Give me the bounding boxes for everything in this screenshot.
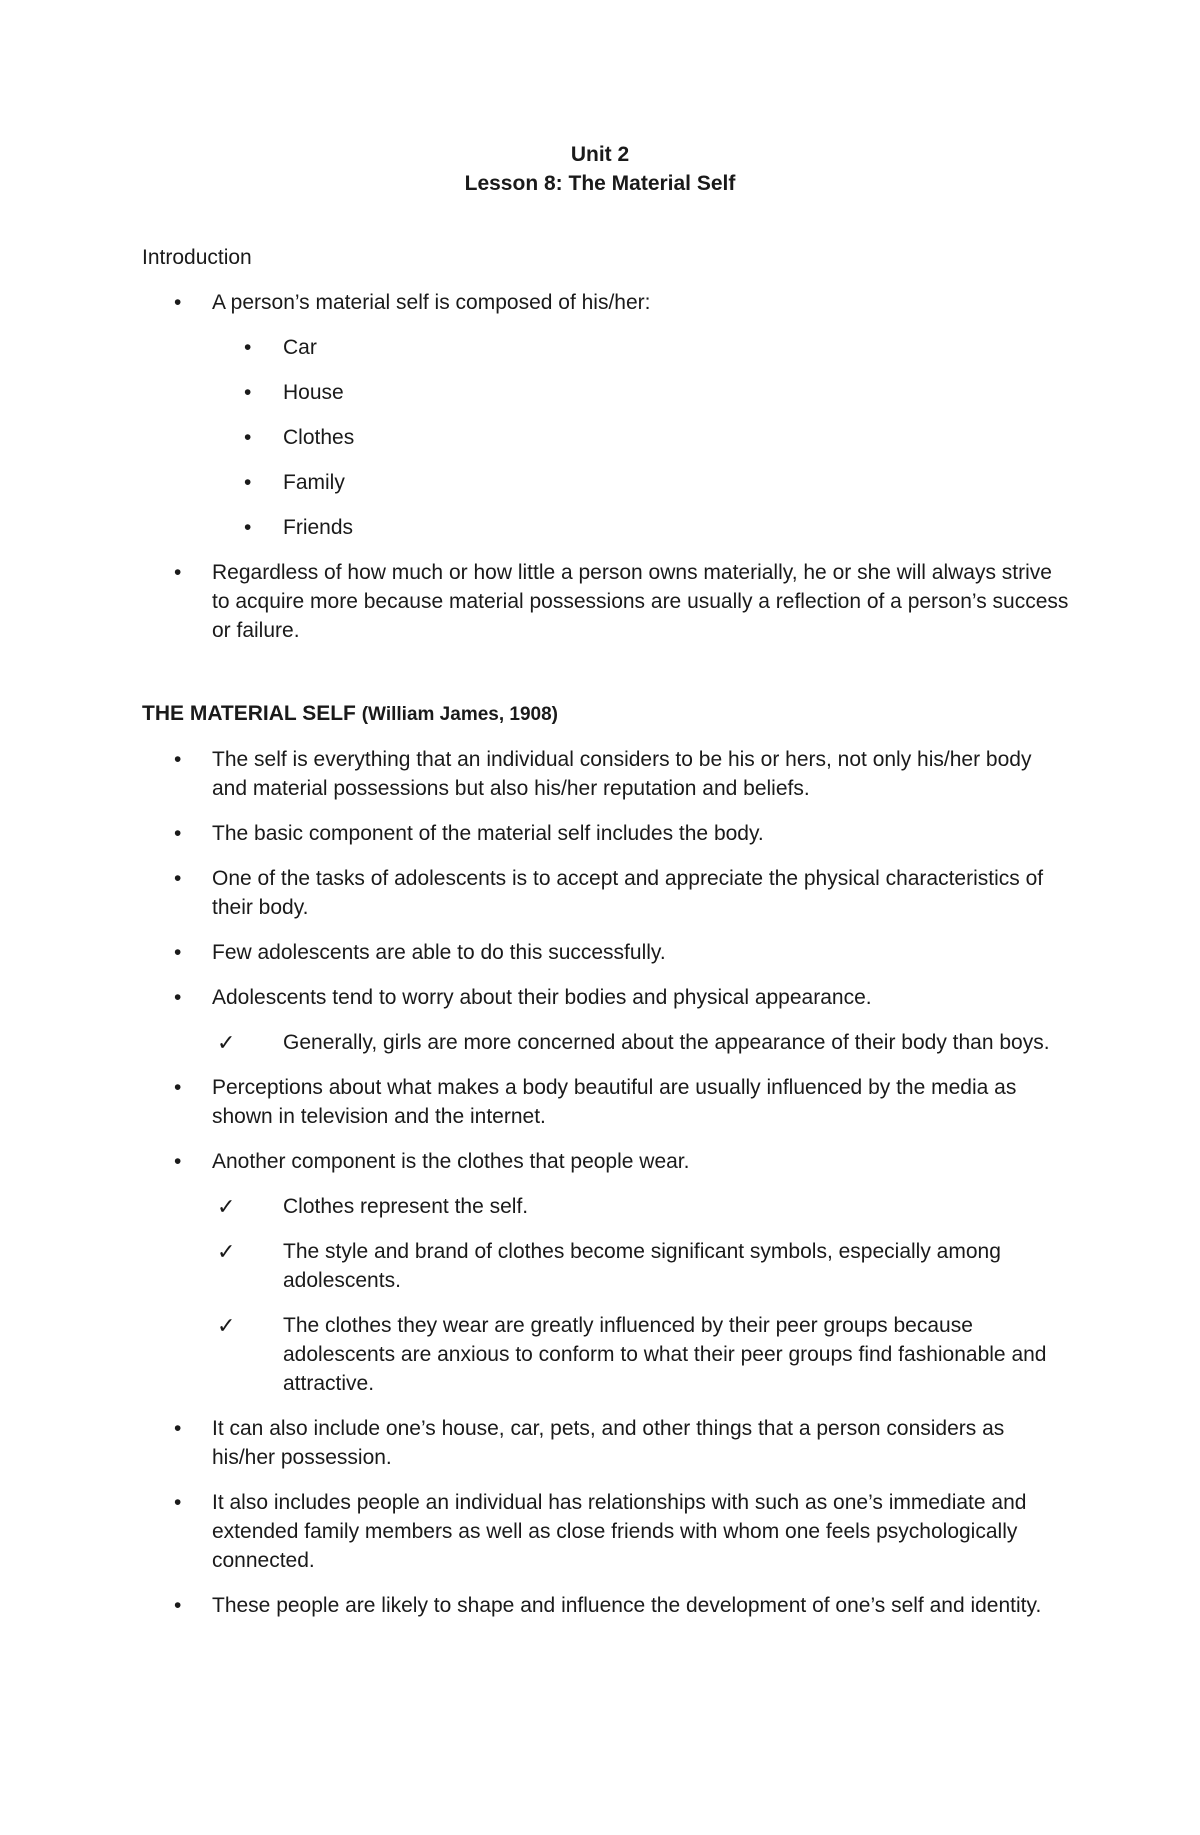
list-item [142, 558, 1072, 645]
list-item-text: These people are likely to shape and influence the development of one’s self and identity. [212, 1594, 1042, 1617]
list-item [142, 864, 1072, 922]
section-heading [142, 699, 1072, 729]
intro-heading: Introduction [142, 246, 252, 269]
sub-list-item [212, 378, 1072, 407]
checkmark-icon: ✓ [217, 1030, 236, 1055]
intro-list [142, 288, 1072, 645]
bullet-icon: • [174, 941, 182, 964]
bullet-icon: • [244, 426, 252, 449]
sub-list-item [212, 468, 1072, 497]
list-item-text: Regardless of how much or how little a person owns materially, he or she will always strive to acquire more because material possessions are usually a reflection of a person’s success or failure. [212, 561, 1069, 642]
bullet-icon: • [174, 748, 182, 771]
list-item-text: House [283, 381, 344, 404]
sub-list-item [212, 333, 1072, 362]
section-citation: (William James, 1908) [361, 704, 558, 725]
sub-list-item [212, 1192, 1072, 1221]
list-item-text: The basic component of the material self includes the body. [212, 822, 764, 845]
list-item [142, 1147, 1072, 1176]
list-item-text: Generally, girls are more concerned about the appearance of their body than boys. [283, 1031, 1050, 1054]
section-list [142, 745, 1072, 1620]
sub-list-item [212, 1237, 1072, 1295]
list-item-text: Adolescents tend to worry about their bodies and physical appearance. [212, 986, 872, 1009]
bullet-icon: • [174, 1076, 182, 1099]
sub-list-item [212, 423, 1072, 452]
checkmark-icon: ✓ [217, 1313, 236, 1338]
bullet-icon: • [174, 986, 182, 1009]
list-item-text: Clothes represent the self. [283, 1195, 529, 1218]
list-item-text: A person’s material self is composed of his/her: [212, 291, 651, 314]
bullet-icon: • [244, 381, 252, 404]
list-item-text: Car [283, 336, 317, 359]
bullet-icon: • [244, 516, 252, 539]
bullet-icon: • [174, 822, 182, 845]
list-item [142, 288, 1072, 317]
list-item [142, 938, 1072, 967]
bullet-icon: • [174, 1491, 182, 1514]
list-item-text: Another component is the clothes that people wear. [212, 1150, 690, 1173]
list-item-text: The self is everything that an individual considers to be his or hers, not only his/her body and material possessions but also his/her reputation and beliefs. [212, 748, 1032, 800]
list-item [142, 819, 1072, 848]
bullet-icon: • [174, 867, 182, 890]
list-item-text: Family [283, 471, 345, 494]
sub-list-item [212, 1311, 1072, 1398]
unit-title: Unit 2 [570, 143, 630, 166]
list-item-text: It can also include one’s house, car, pets, and other things that a person considers as his/her possession. [212, 1417, 1005, 1469]
list-item [142, 1488, 1072, 1575]
checkmark-icon: ✓ [217, 1239, 236, 1264]
document-body [142, 243, 1072, 1636]
list-item-text: It also includes people an individual has relationships with such as one’s immediate and extended family members as well as close friends with whom one feels psychologically connected. [212, 1491, 1027, 1572]
sub-list-item [212, 513, 1072, 542]
bullet-icon: • [244, 336, 252, 359]
list-item [142, 1591, 1072, 1620]
bullet-icon: • [244, 471, 252, 494]
list-item-text: Friends [283, 516, 354, 539]
list-item [142, 1414, 1072, 1472]
checkmark-icon: ✓ [217, 1194, 236, 1219]
bullet-icon: • [174, 1150, 182, 1173]
list-item [142, 745, 1072, 803]
list-item-text: Few adolescents are able to do this successfully. [212, 941, 666, 964]
list-item [142, 983, 1072, 1012]
list-item-text: Clothes [283, 426, 355, 449]
list-item-text: Perceptions about what makes a body beautiful are usually influenced by the media as shown in television and the internet. [212, 1076, 1017, 1128]
list-item-text: The clothes they wear are greatly influenced by their peer groups because adolescents are anxious to conform to what their peer groups find fashionable and attractive. [283, 1314, 1047, 1395]
list-item [142, 1073, 1072, 1131]
bullet-icon: • [174, 561, 182, 584]
bullet-icon: • [174, 1594, 182, 1617]
list-item-text: The style and brand of clothes become significant symbols, especially among adolescents. [283, 1240, 1001, 1292]
section-title: THE MATERIAL SELF [142, 702, 356, 725]
bullet-icon: • [174, 291, 182, 314]
title-block [0, 140, 1200, 198]
lesson-title: Lesson 8: The Material Self [464, 172, 736, 195]
sub-list-item [212, 1028, 1072, 1057]
list-item-text: One of the tasks of adolescents is to accept and appreciate the physical characteristics of their body. [212, 867, 1044, 919]
bullet-icon: • [174, 1417, 182, 1440]
